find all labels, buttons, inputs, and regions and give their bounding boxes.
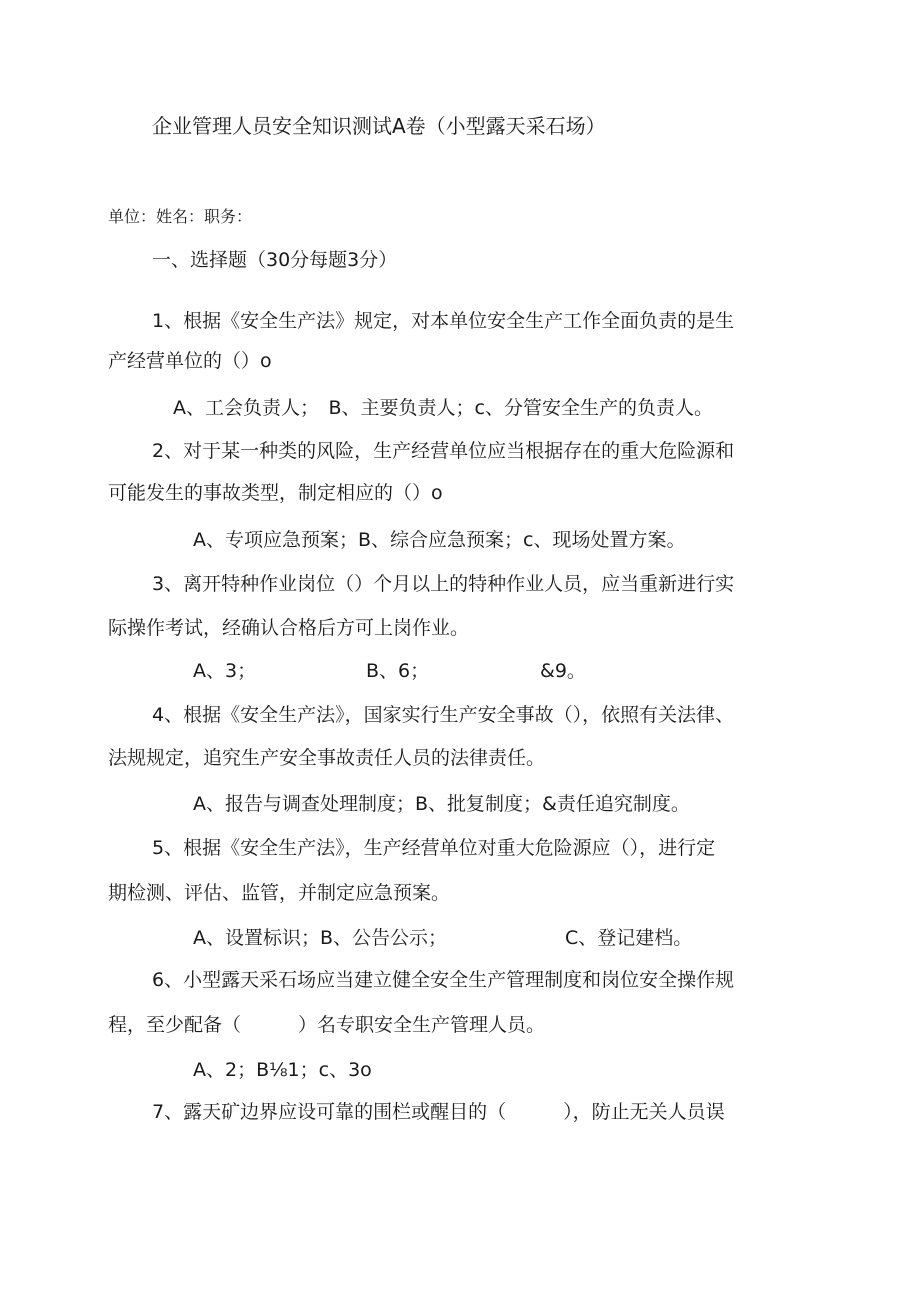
question-2-line-2: 可能发生的事故类型，制定相应的（）o bbox=[108, 482, 443, 504]
section-heading: 一、选择题（30分每题3分） bbox=[152, 249, 398, 271]
question-3-option-a: A、3； bbox=[193, 660, 257, 682]
question-2-line-1: 2、对于某一种类的风险，生产经营单位应当根据存在的重大危险源和 bbox=[152, 440, 735, 462]
question-6-line-2: 程，至少配备（ ）名专职安全生产管理人员。 bbox=[108, 1014, 546, 1036]
question-6-options: A、2；B⅛1；c、3o bbox=[193, 1059, 372, 1081]
question-3-line-1: 3、离开特种作业岗位（）个月以上的特种作业人员，应当重新进行实 bbox=[152, 573, 735, 595]
question-1-options: A、工会负责人； B、主要负责人；c、分管安全生产的负责人。 bbox=[173, 397, 713, 419]
question-3-option-b: B、6； bbox=[366, 660, 430, 682]
question-5-option-c: C、登记建档。 bbox=[565, 927, 693, 949]
question-3-line-2: 际操作考试，经确认合格后方可上岗作业。 bbox=[108, 617, 470, 639]
question-4-options: A、报告与调查处理制度；B、批复制度；&责任追究制度。 bbox=[193, 793, 690, 815]
question-2-options: A、专项应急预案；B、综合应急预案；c、现场处置方案。 bbox=[193, 529, 686, 551]
question-3-option-c: &9。 bbox=[540, 660, 586, 682]
question-7-line-1: 7、露天矿边界应设可靠的围栏或醒目的（ ），防止无关人员误 bbox=[152, 1101, 725, 1123]
question-1-line-1: 1、根据《安全生产法》规定，对本单位安全生产工作全面负责的是生 bbox=[152, 310, 735, 332]
question-5-options-ab: A、设置标识；B、公告公示； bbox=[193, 927, 448, 949]
question-4-line-1: 4、根据《安全生产法》，国家实行生产安全事故（），依照有关法律、 bbox=[152, 704, 735, 726]
question-5-line-1: 5、根据《安全生产法》，生产经营单位对重大危险源应（），进行定 bbox=[152, 837, 716, 859]
question-5-line-2: 期检测、评估、监管，并制定应急预案。 bbox=[108, 882, 451, 904]
question-1-line-2: 产经营单位的（）o bbox=[108, 350, 272, 372]
question-4-line-2: 法规规定，追究生产安全事故责任人员的法律责任。 bbox=[108, 747, 546, 769]
info-line: 单位：姓名：职务： bbox=[108, 207, 253, 226]
question-6-line-1: 6、小型露天采石场应当建立健全安全生产管理制度和岗位安全操作规 bbox=[152, 969, 735, 991]
exam-title: 企业管理人员安全知识测试A卷（小型露天采石场） bbox=[152, 114, 606, 138]
